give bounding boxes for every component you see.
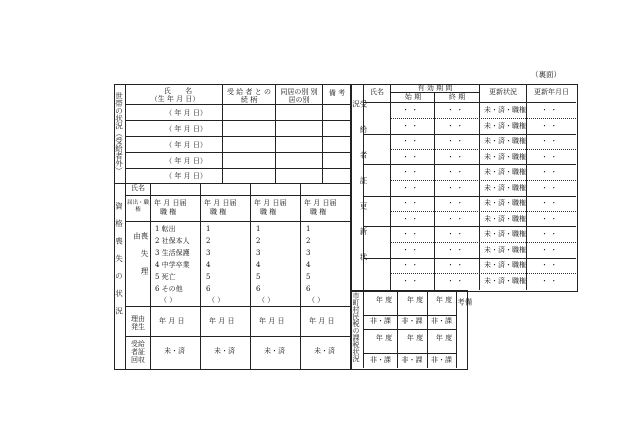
renewal-date-dots: ・ ・ bbox=[541, 215, 558, 223]
reason-paren: （ ） bbox=[160, 296, 177, 304]
household-col-residence: 同居の別 別居の別 bbox=[280, 88, 318, 104]
reason-num-1: 1 bbox=[206, 225, 211, 233]
renewal-date-dots: ・ ・ bbox=[541, 199, 558, 207]
notice-authority: 職 権 bbox=[260, 208, 277, 216]
tax-remarks: 備 考 bbox=[456, 298, 473, 350]
renewal-status: 未・済・職権 bbox=[484, 199, 526, 207]
renewal-date-dots: ・ ・ bbox=[541, 137, 558, 145]
renewal-status: 未・済・職権 bbox=[484, 277, 526, 285]
qualification-label-reason: 喪失理由 bbox=[132, 232, 149, 285]
renewal-side-title: 受給者証更新状況 bbox=[351, 100, 368, 279]
renewal-date-dots: ・ ・ bbox=[541, 246, 558, 254]
renewal-date-dots: ・ ・ bbox=[541, 184, 558, 192]
household-row-birth: （ 年 月 日） bbox=[165, 157, 207, 165]
period-start-dots: ・ ・ bbox=[402, 230, 419, 238]
period-start-dots: ・ ・ bbox=[402, 122, 419, 130]
renewal-date-dots: ・ ・ bbox=[541, 230, 558, 238]
tax-year: 年 度 bbox=[375, 296, 393, 304]
renewal-status: 未・済・職権 bbox=[484, 246, 526, 254]
reason-num-1: 1 bbox=[256, 225, 261, 233]
renewal-status: 未・済・職権 bbox=[484, 184, 526, 192]
renewal-col-start: 始 期 bbox=[404, 93, 422, 101]
tax-year: 年 度 bbox=[406, 334, 424, 342]
collected-status: 未・済 bbox=[164, 347, 185, 355]
occurred-date: 年 月 日 bbox=[159, 317, 185, 325]
renewal-col-period: 有 効 期 間 bbox=[417, 84, 453, 92]
period-end-dots: ・ ・ bbox=[447, 246, 464, 254]
notice-date: 年 月 日届 bbox=[254, 199, 287, 207]
renewal-status: 未・済・職権 bbox=[484, 168, 526, 176]
collected-status: 未・済 bbox=[264, 347, 285, 355]
tax-side-title: 市町村民税の課税状況 bbox=[352, 292, 360, 362]
occurred-date: 年 月 日 bbox=[259, 317, 285, 325]
collected-status: 未・済 bbox=[314, 347, 335, 355]
household-col-remarks: 備 考 bbox=[328, 89, 346, 97]
household-side-title: 世帯の状況（受給者外） bbox=[114, 92, 124, 175]
reason-num-6: 6 bbox=[306, 285, 311, 293]
collected-status: 未・済 bbox=[214, 347, 235, 355]
qualification-label-occurred: 理由発生 bbox=[131, 315, 145, 331]
tax-status: 非・課 bbox=[370, 356, 391, 364]
reason-paren: （ ） bbox=[208, 296, 225, 304]
household-row-birth: （ 年 月 日） bbox=[165, 141, 207, 149]
reason-paren: （ ） bbox=[308, 296, 325, 304]
qualification-label-name: 氏名 bbox=[131, 184, 145, 192]
tax-status: 非・課 bbox=[431, 356, 452, 364]
notice-date: 年 月 日届 bbox=[304, 199, 337, 207]
period-start-dots: ・ ・ bbox=[402, 199, 419, 207]
reason-num-5: 5 bbox=[306, 273, 311, 281]
reason-2: 2 社保本人 bbox=[155, 237, 190, 245]
period-start-dots: ・ ・ bbox=[402, 153, 419, 161]
renewal-status: 未・済・職権 bbox=[484, 106, 526, 114]
renewal-date-dots: ・ ・ bbox=[541, 153, 558, 161]
reason-num-2: 2 bbox=[206, 237, 211, 245]
renewal-status: 未・済・職権 bbox=[484, 230, 526, 238]
period-end-dots: ・ ・ bbox=[447, 230, 464, 238]
notice-authority: 職 権 bbox=[310, 208, 327, 216]
period-end-dots: ・ ・ bbox=[447, 122, 464, 130]
renewal-date-dots: ・ ・ bbox=[541, 277, 558, 285]
notice-date: 年 月 日届 bbox=[204, 199, 237, 207]
renewal-date-dots: ・ ・ bbox=[541, 106, 558, 114]
period-start-dots: ・ ・ bbox=[402, 106, 419, 114]
period-end-dots: ・ ・ bbox=[447, 184, 464, 192]
household-row-birth: （ 年 月 日） bbox=[165, 172, 207, 180]
renewal-status: 未・済・職権 bbox=[484, 122, 526, 130]
reason-num-1: 1 bbox=[306, 225, 311, 233]
period-start-dots: ・ ・ bbox=[402, 184, 419, 192]
tax-year: 年 度 bbox=[375, 334, 393, 342]
tax-year: 年 度 bbox=[406, 296, 424, 304]
reason-num-2: 2 bbox=[306, 237, 311, 245]
period-end-dots: ・ ・ bbox=[447, 277, 464, 285]
renewal-col-name: 氏名 bbox=[370, 88, 384, 96]
period-end-dots: ・ ・ bbox=[447, 261, 464, 269]
renewal-date-dots: ・ ・ bbox=[541, 261, 558, 269]
renewal-col-status: 更新状況 bbox=[489, 88, 517, 96]
reason-paren: （ ） bbox=[258, 296, 275, 304]
occurred-date: 年 月 日 bbox=[209, 317, 235, 325]
reason-num-3: 3 bbox=[256, 249, 261, 257]
reason-num-6: 6 bbox=[206, 285, 211, 293]
period-end-dots: ・ ・ bbox=[447, 215, 464, 223]
reason-num-3: 3 bbox=[306, 249, 311, 257]
period-start-dots: ・ ・ bbox=[402, 277, 419, 285]
reason-6: 6 その他 bbox=[155, 285, 183, 293]
qualification-label-notice: 届出・職権 bbox=[127, 200, 150, 213]
tax-year: 年 度 bbox=[435, 296, 453, 304]
notice-authority: 職 権 bbox=[160, 208, 177, 216]
reason-num-4: 4 bbox=[306, 261, 311, 269]
period-end-dots: ・ ・ bbox=[447, 106, 464, 114]
period-end-dots: ・ ・ bbox=[447, 153, 464, 161]
reason-4: 4 中学卒業 bbox=[155, 261, 190, 269]
renewal-status: 未・済・職権 bbox=[484, 137, 526, 145]
renewal-col-date: 更新年月日 bbox=[534, 88, 569, 96]
reason-num-6: 6 bbox=[256, 285, 261, 293]
period-start-dots: ・ ・ bbox=[402, 261, 419, 269]
renewal-status: 未・済・職権 bbox=[484, 153, 526, 161]
tax-status: 非・課 bbox=[401, 356, 423, 364]
reason-num-5: 5 bbox=[256, 273, 261, 281]
period-start-dots: ・ ・ bbox=[402, 168, 419, 176]
household-row-birth: （ 年 月 日） bbox=[165, 125, 207, 133]
reason-num-5: 5 bbox=[206, 273, 211, 281]
household-col-name: 氏 名 bbox=[163, 87, 199, 95]
reason-num-4: 4 bbox=[206, 261, 211, 269]
notice-authority: 職 権 bbox=[210, 208, 227, 216]
household-col-name-sub: （生 年 月 日） bbox=[150, 95, 200, 103]
reason-num-4: 4 bbox=[256, 261, 261, 269]
renewal-date-dots: ・ ・ bbox=[541, 168, 558, 176]
tax-year: 年 度 bbox=[435, 334, 453, 342]
household-col-relation: 受 給 者 と の 続 柄 bbox=[227, 88, 271, 104]
notice-date: 年 月 日届 bbox=[154, 199, 187, 207]
page-label: （裏面） bbox=[531, 70, 561, 79]
renewal-col-end: 終 期 bbox=[448, 93, 466, 101]
period-end-dots: ・ ・ bbox=[447, 137, 464, 145]
reason-3: 3 生活保護 bbox=[155, 249, 190, 257]
tax-status: 非・課 bbox=[370, 317, 391, 325]
reason-num-2: 2 bbox=[256, 237, 261, 245]
occurred-date: 年 月 日 bbox=[309, 317, 335, 325]
reason-5: 5 死亡 bbox=[155, 273, 176, 281]
period-start-dots: ・ ・ bbox=[402, 215, 419, 223]
renewal-status: 未・済・職権 bbox=[484, 215, 526, 223]
tax-status: 非・課 bbox=[431, 317, 452, 325]
period-start-dots: ・ ・ bbox=[402, 246, 419, 254]
period-start-dots: ・ ・ bbox=[402, 137, 419, 145]
renewal-status: 未・済・職権 bbox=[484, 261, 526, 269]
qualification-side-title: 資格喪失の状況 bbox=[114, 202, 124, 325]
reason-1: 1 転出 bbox=[155, 225, 176, 233]
household-row-birth: （ 年 月 日） bbox=[165, 109, 207, 117]
period-end-dots: ・ ・ bbox=[447, 168, 464, 176]
qualification-label-collected: 受給者証回収 bbox=[131, 340, 145, 364]
period-end-dots: ・ ・ bbox=[447, 199, 464, 207]
renewal-date-dots: ・ ・ bbox=[541, 122, 558, 130]
tax-status: 非・課 bbox=[401, 317, 423, 325]
reason-num-3: 3 bbox=[206, 249, 211, 257]
